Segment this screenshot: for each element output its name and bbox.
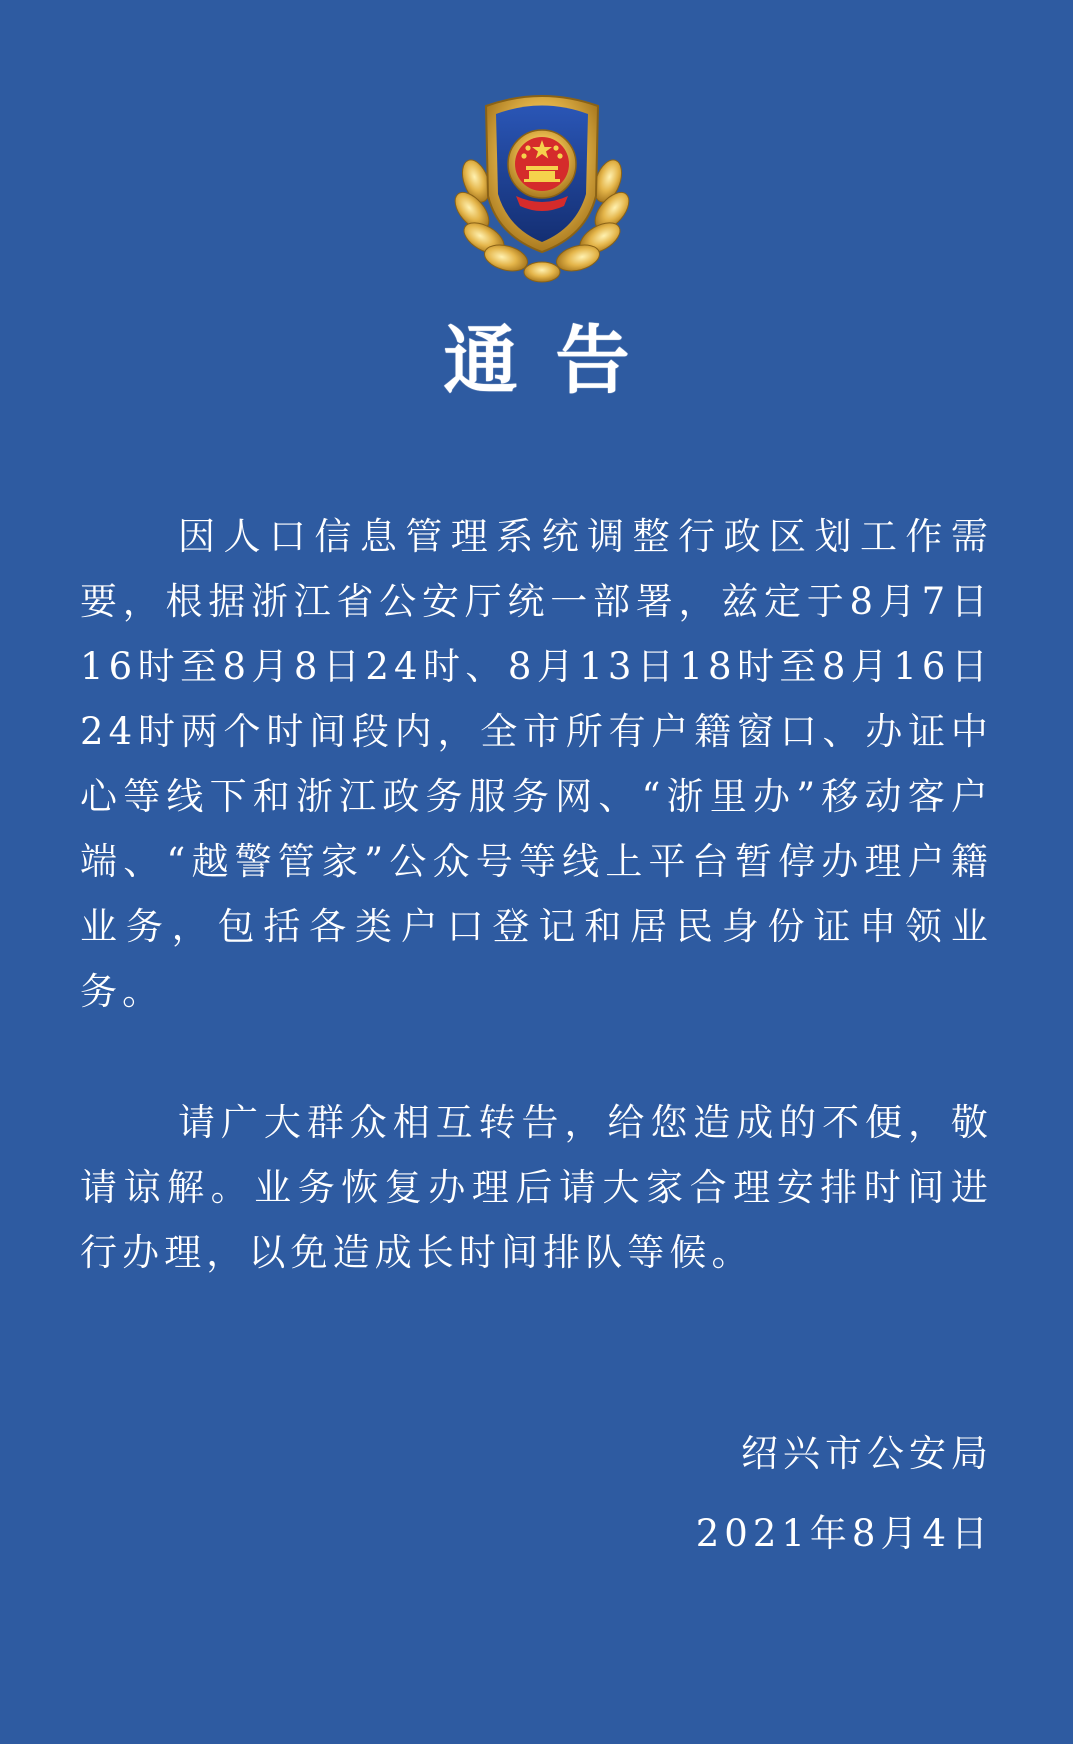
- notice-paragraph-1: 因人口信息管理系统调整行政区划工作需要，根据浙江省公安厅统一部署，兹定于8月7日16时至8月8日24时、8月13日18时至8月16日24时两个时间段内，全市所有户籍窗口、办证中心等线下和浙江政务服务网、“浙里办”移动客户端、“越警管家”公众号等线上平台暂停办理户籍业务，包括各类户口登记和居民身份证申领业务。: [80, 515, 993, 1013]
- notice-paragraph-2: 请广大群众相互转告，给您造成的不便，敬请谅解。业务恢复办理后请大家合理安排时间进行办理，以免造成长时间排队等候。: [80, 1101, 993, 1274]
- notice-title: 通告: [443, 318, 668, 404]
- signature-date: 2021年8月4日: [695, 1512, 993, 1555]
- signature-organization: 绍兴市公安局: [741, 1432, 993, 1475]
- police-emblem-icon: [446, 86, 638, 286]
